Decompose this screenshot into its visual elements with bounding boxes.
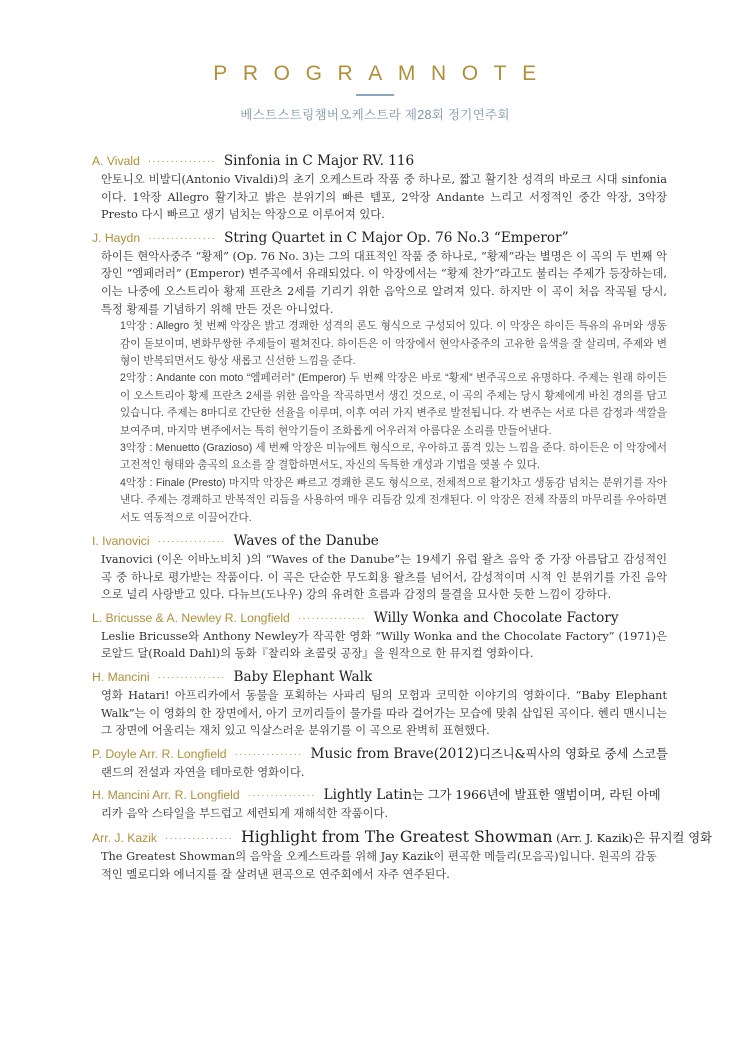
piece-heading (92, 609, 667, 628)
leader-dots: ··············· (148, 232, 217, 244)
leader-dots: ··············· (247, 790, 316, 802)
composer-name: J. Haydn (92, 230, 141, 245)
piece-title: Sinfonia in C Major RV. 116 (223, 153, 415, 169)
piece-baby-elephant-walk (92, 668, 667, 740)
composer-name: L. Bricusse & A. Newley R. Longfield (92, 610, 290, 625)
piece-description: 리카 음악 스타일을 부드럽고 세련되게 재해석한 작품이다. (101, 807, 389, 821)
piece-title: Baby Elephant Walk (233, 669, 373, 685)
piece-title: Highlight from The Greatest Showman (240, 826, 553, 846)
leader-dots: ··············· (165, 832, 233, 844)
piece-title: String Quartet in C Major Op. 76 No.3 “Emperor” (224, 229, 569, 246)
piece-title: Music from Brave(2012) (310, 745, 479, 762)
leader-dots: ··············· (157, 672, 226, 683)
piece-title: Willy Wonka and Chocolate Factory (373, 609, 619, 626)
movement-note-4: 4악장 : Finale (Presto) 마지막 악장은 빠르고 경쾌한 론도 형식으로, 전체적으로 활기차고 생동감 넘치는 분위기를 자아낸다. 주제는 경쾌하고 반복적인 리듬을 사용하여 매우 리듬감 있게 전개된다. 이 악장은 전체 작품의 마무리를 우아하면서도 역동적으로 이끌어간다. (120, 476, 667, 524)
piece-inline-description: 는 그가 1966년에 발표한 앨범이며, 라틴 아메 (411, 788, 661, 803)
piece-heading (92, 668, 667, 687)
piece-inline-description: 은 뮤지컬 영화 (632, 830, 713, 845)
page-header (0, 62, 750, 123)
piece-heading (92, 532, 667, 551)
piece-title: Lightly Latin (323, 787, 412, 804)
arranger-note: (Arr. J. Kazik) (552, 830, 633, 845)
piece-haydn (92, 229, 667, 527)
piece-description: 하이든 현악사중주 “황제” (Op. 76 No. 3)는 그의 대표적인 작품 중 하나로, “황제”라는 별명은 이 곡의 두 번째 악장인 “엠페러러” (Emperor) 변주곡에서 유래되었다. 이 악장에서는 “황제 찬가”라고도 불리는 주제가 등장하는데, 이는 나중에 오스트리아 황제 프란츠 2세를 기리기 위한 음악으로 알려져 있다. 하지만 이 곡이 처음 작곡될 당시, 특정 황제를 기념하기 위해 만든 것은 아니었다. (101, 249, 667, 316)
leader-dots: ··············· (297, 612, 366, 624)
movement-note-1: 1악장 : Allegro 첫 번째 악장은 밝고 경쾌한 성격의 론도 형식으로 구성되어 있다. 이 악장은 하이든 특유의 유머와 생동감이 돋보이며, 변화무쌍한 주제들이 펼쳐진다. 하이든은 이 악장에서 현악사중주의 고유한 음색을 잘 살리며, 주제와 변형이 반복되면서도 항상 새롭고 신선한 느낌을 준다. (120, 320, 667, 367)
composer-name: A. Vivald (92, 154, 140, 168)
piece-heading (92, 786, 667, 805)
piece-heading (92, 152, 667, 171)
movement-note-2: 2악장 : Andante con moto “엠페러러” (Emperor) 두 번째 악장은 바로 “황제” 변주곡으로 유명하다. 주제는 원래 하이든이 오스트리아 황제 프란츠 2세를 위한 음악을 작곡하면서 생긴 것으로, 이 곡의 주제는 당시 황제에게 바친 경의를 담고 있습니다. 주제는 8마디로 간단한 선율을 이루며, 이후 여러 가지 변주로 발전됩니다. 각 변주는 서로 다른 감정과 색깔을 보여주며, 마지막 변주에서는 특히 현악기들이 조화롭게 어우러져 아름다운 소리를 만들어낸다. (120, 372, 667, 437)
piece-greatest-showman (92, 826, 713, 883)
piece-ivanovici (92, 532, 667, 604)
composer-name: P. Doyle Arr. R. Longfield (92, 746, 227, 761)
leader-dots: ··············· (234, 748, 303, 760)
piece-heading (92, 826, 713, 848)
piece-description: The Greatest Showman의 음악을 오케스트라를 위해 Jay Kazik이 편곡한 메들리(모음곡)입니다. 원곡의 감동적인 멜로디와 에너지를 잘 살려낸 편곡으로 연주회에서 자주 연주된다. (101, 849, 657, 881)
concert-subtitle: 베스트스트링챔버오케스트라 제28회 정기연주회 (240, 108, 510, 122)
movement-note-3: 3악장 : Menuetto (Grazioso) 세 번째 악장은 미뉴에트 형식으로, 우아하고 품격 있는 느낌을 준다. 하이든은 이 악장에서 고전적인 형태와 춤곡의 요소를 잘 결합하면서도, 자신의 독특한 개성과 기법을 엿볼 수 있다. (120, 442, 667, 472)
page-title: PROGRAMNOTE (213, 62, 552, 85)
composer-name: H. Mancini Arr. R. Longfield (92, 788, 240, 803)
title-divider (356, 94, 394, 96)
piece-description: Leslie Bricusse와 Anthony Newley가 작곡한 영화 “Willy Wonka and the Chocolate Factory” (1971)은 로알드 달(Roald Dahl)의 동화『찰리와 초콜릿 공장』을 원작으로 한 뮤지컬 영화이다. (101, 629, 667, 661)
piece-brave (92, 745, 667, 782)
composer-name: H. Mancini (92, 670, 150, 684)
piece-description: 안토니오 비발디(Antonio Vivaldi)의 초기 오케스트라 작품 중 하나로, 짧고 활기찬 성격의 바로크 시대 sinfonia이다. 1악장 Allegro 활기차고 밝은 분위기의 빠른 템포, 2악장 Andante 느리고 서정적인 중간 악장, 3악장 Presto 다시 빠르고 생기 넘치는 악장으로 이루어져 있다. (101, 173, 667, 222)
piece-inline-description: 디즈니&픽사의 영화로 중세 스코틀 (478, 746, 668, 761)
piece-vivaldi (92, 152, 667, 224)
piece-heading (92, 745, 667, 764)
piece-lightly-latin (92, 786, 667, 823)
composer-name: Arr. J. Kazik (92, 830, 158, 845)
piece-description: 영화 Hatari! 아프리카에서 동물을 포획하는 사파리 팀의 모험과 코믹한 이야기의 영화이다. “Baby Elephant Walk”는 이 영화의 한 장면에서, 아기 코끼리들이 물가를 따라 걸어가는 모습에 맞춰 삽입된 곡이다. 헨리 맨시니는 그 장면에 어울리는 재치 있고 익살스러운 분위기를 이 곡으로 완벽히 표현했다. (101, 689, 667, 738)
composer-name: I. Ivanovici (92, 534, 150, 549)
piece-heading (92, 229, 667, 248)
piece-description: Ivanovici (이온 이바노비치 )의 “Waves of the Danube”는 19세기 유럽 왈츠 음악 중 가장 아름답고 감성적인 곡 중 하나로 평가받는 작품이다. 이 곡은 단순한 무도회용 왈츠를 넘어서, 감성적이며 시적 인 분위기를 가진 음악으로 널리 사랑받고 있다. 다뉴브(도나우) 강의 유려한 흐름과 감정의 물결을 묘사한 듯한 느낌이 강하다. (101, 553, 667, 602)
piece-willy-wonka (92, 609, 667, 663)
piece-description: 랜드의 전설과 자연을 테마로한 영화이다. (101, 765, 305, 779)
piece-title: Waves of the Danube (233, 533, 379, 550)
program-notes (92, 152, 713, 888)
leader-dots: ··············· (157, 536, 226, 548)
leader-dots: ··············· (147, 156, 216, 167)
